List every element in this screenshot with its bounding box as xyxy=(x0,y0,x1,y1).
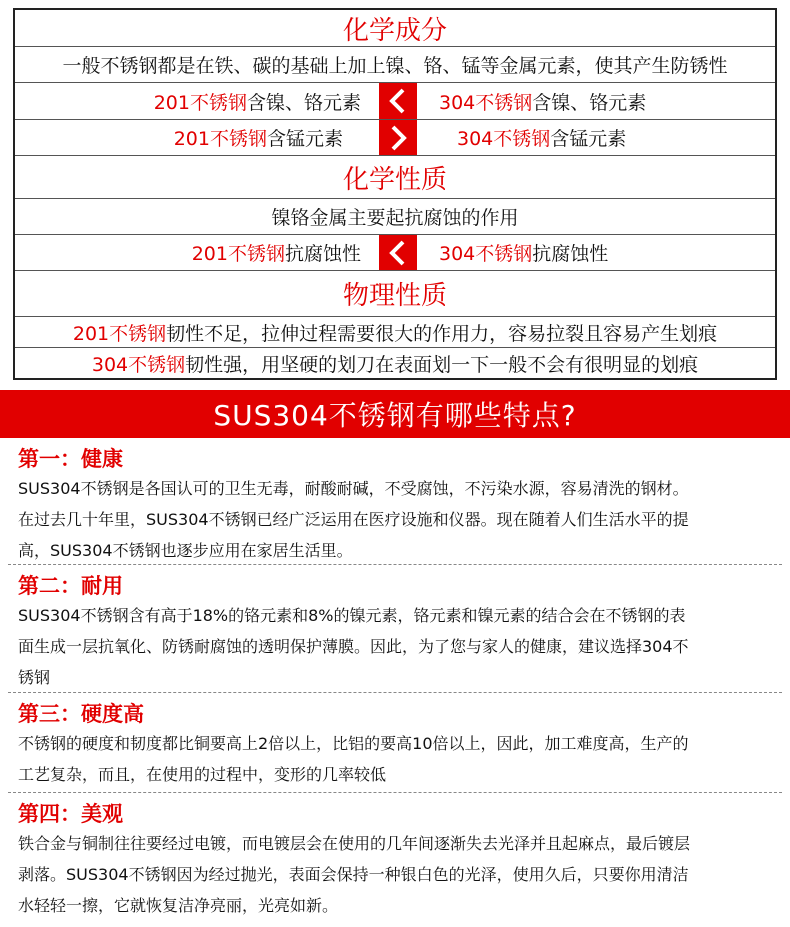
comparison-row-nickel-chromium xyxy=(15,83,775,120)
features-banner xyxy=(0,390,790,438)
divider xyxy=(8,792,782,793)
physical-property-title xyxy=(15,271,775,317)
chemical-composition-title-text: 化学成分 xyxy=(342,15,447,46)
grade-304-label: 304不锈钢 xyxy=(457,128,551,150)
feature-line: 在过去几十年里，SUS304不锈钢已经广泛运用在医疗设施和仪器。现在随着人们生活水平的提 xyxy=(18,510,689,529)
comparison-text: 抗腐蚀性 xyxy=(284,243,361,265)
feature-heading: 第二：耐用 xyxy=(18,574,123,598)
physical-property-title-text: 物理性质 xyxy=(342,281,447,311)
comparison-table xyxy=(13,8,777,380)
physical-property-text: 韧性不足，拉伸过程需要很大的作用力，容易拉裂且容易产生划痕 xyxy=(166,322,718,345)
feature-durable xyxy=(0,572,790,693)
grade-201-label: 201不锈钢 xyxy=(191,243,285,265)
physical-property-201 xyxy=(15,317,775,348)
chemical-composition-statement xyxy=(15,47,775,83)
divider xyxy=(8,564,782,565)
feature-heading: 第四：美观 xyxy=(18,802,123,826)
comparison-left xyxy=(154,88,361,115)
feature-heading: 第一：健康 xyxy=(18,447,123,471)
feature-line: SUS304不锈钢是各国认可的卫生无毒，耐酸耐碱，不受腐蚀，不污染水源，容易清洗的钢材。 xyxy=(18,479,689,498)
chemical-property-statement xyxy=(15,199,775,235)
feature-line: 剥落。SUS304不锈钢因为经过抛光，表面会保持一种银白色的光泽，使用久后，只要你用清洁 xyxy=(18,865,689,884)
statement-text: 一般不锈钢都是在铁、碳的基础上加上镍、铬、锰等金属元素，使其产生防锈性 xyxy=(62,55,728,77)
greater-than-arrow-icon xyxy=(379,120,417,155)
comparison-text: 抗腐蚀性 xyxy=(532,243,609,265)
banner-title: SUS304不锈钢有哪些特点? xyxy=(213,399,577,432)
feature-line: 锈钢 xyxy=(18,668,51,687)
comparison-right xyxy=(439,239,608,266)
feature-line: 铁合金与铜制往往要经过电镀，而电镀层会在使用的几年间逐渐失去光泽并且起麻点，最后镀层 xyxy=(18,834,691,853)
physical-property-text: 韧性强，用坚硬的划刀在表面划一下一般不会有很明显的划痕 xyxy=(185,353,699,376)
grade-304-label: 304不锈钢 xyxy=(91,353,186,376)
grade-201-label: 201不锈钢 xyxy=(72,322,167,345)
feature-line: 高，SUS304不锈钢也逐步应用在家居生活里。 xyxy=(18,541,353,560)
chemical-property-title xyxy=(15,156,775,199)
feature-appearance xyxy=(0,800,790,921)
grade-201-label: 201不锈钢 xyxy=(153,91,247,114)
comparison-text: 含锰元素 xyxy=(266,128,343,150)
comparison-text: 含镍、铬元素 xyxy=(532,91,647,114)
comparison-text: 含锰元素 xyxy=(550,128,627,150)
feature-line: 水轻轻一擦，它就恢复洁净亮丽，光亮如新。 xyxy=(18,896,339,915)
feature-line: 不锈钢的硬度和韧度都比铜要高上2倍以上，比铝的要高10倍以上，因此，加工难度高，生产的 xyxy=(18,734,689,753)
feature-line: 面生成一层抗氧化、防锈耐腐蚀的透明保护薄膜。因此，为了您与家人的健康，建议选择304不 xyxy=(18,637,689,656)
feature-hardness xyxy=(0,700,790,790)
feature-heading: 第三：硬度高 xyxy=(18,702,144,726)
grade-304-label: 304不锈钢 xyxy=(439,243,533,265)
comparison-left xyxy=(192,239,361,266)
statement-text: 镍铬金属主要起抗腐蚀的作用 xyxy=(271,207,519,229)
chemical-composition-title xyxy=(15,10,775,47)
feature-line: 工艺复杂，而且，在使用的过程中，变形的几率较低 xyxy=(18,765,387,784)
physical-property-304 xyxy=(15,348,775,378)
less-than-arrow-icon xyxy=(379,235,417,270)
comparison-row-manganese xyxy=(15,120,775,156)
feature-health xyxy=(0,445,790,566)
comparison-right xyxy=(457,124,626,151)
comparison-right xyxy=(439,88,646,115)
comparison-text: 含镍、铬元素 xyxy=(246,91,361,114)
feature-line: SUS304不锈钢含有高于18%的铬元素和8%的镍元素，铬元素和镍元素的结合会在不锈钢的表 xyxy=(18,606,686,625)
divider xyxy=(8,692,782,693)
grade-304-label: 304不锈钢 xyxy=(439,91,533,114)
comparison-left xyxy=(174,124,343,151)
less-than-arrow-icon xyxy=(379,83,417,119)
comparison-row-corrosion xyxy=(15,235,775,271)
chemical-property-title-text: 化学性质 xyxy=(342,164,447,195)
grade-201-label: 201不锈钢 xyxy=(173,128,267,150)
